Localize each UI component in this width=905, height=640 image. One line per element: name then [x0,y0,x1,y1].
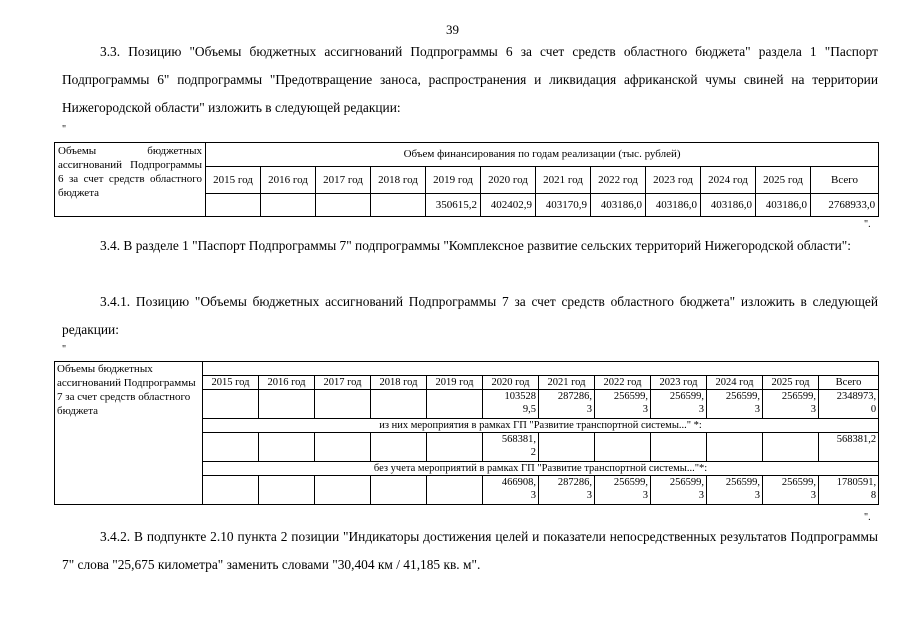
table2-sub1-cell-3 [371,433,427,462]
table2-row-label: Объемы бюджетных ассигнований Подпрограммы 7 за счет средств областного бюджета [55,362,203,505]
table2-sub2-cell-2 [315,476,371,505]
table2-year-cell-7: 2022 год [595,376,651,390]
budget-table-subprogram-6 [54,142,879,217]
table2-total-cell-5: 103528 9,5 [483,390,539,419]
table2-sub2-cell-9: 256599, 3 [707,476,763,505]
table2-sub2-cell-8: 256599, 3 [651,476,707,505]
table2-year-cell-1: 2016 год [259,376,315,390]
table2-sub1-cell-5: 568381, 2 [483,433,539,462]
paragraph-3-4-2: 3.4.2. В подпункте 2.10 пункта 2 позиции "Индикаторы достижения целей и показатели непосредственных результатов Подпрограммы 7" слова "25,675 километра" заменить словами "30,404 км / 41,185 кв. м". [62,529,878,572]
table2-sub1-cell-9 [707,433,763,462]
table2-year-cell-4: 2019 год [427,376,483,390]
table2-year-cell-9: 2024 год [707,376,763,390]
table1-year-cell-1: 2016 год [261,167,316,194]
open-quote-2: " [62,344,67,355]
table2-sub2-cell-3 [371,476,427,505]
table1-year-cell-9: 2024 год [701,167,756,194]
table1-value-cell-8: 403186,0 [646,194,701,217]
table1-year-cell-7: 2022 год [591,167,646,194]
table2-sub1-label: из них мероприятия в рамках ГП "Развитие транспортной системы..." *: [203,419,879,433]
table2-total-cell-6: 287286, 3 [539,390,595,419]
table2-total-cell-10: 256599, 3 [763,390,819,419]
table2-sub1-cell-6 [539,433,595,462]
table2-header-blank [203,362,879,376]
table1-value-cell-1 [261,194,316,217]
table1-year-cell-4: 2019 год [426,167,481,194]
budget-table-subprogram-7 [54,361,879,505]
table1-value-cell-9: 403186,0 [701,194,756,217]
paragraph-3-4-1: 3.4.1. Позицию "Объемы бюджетных ассигнований Подпрограммы 7 за счет средств областного бюджета" изложить в следующей редакции: [62,294,878,337]
table1-year-cell-3: 2018 год [371,167,426,194]
table2-total-cell-7: 256599, 3 [595,390,651,419]
table2-sub1-cell-0 [203,433,259,462]
table2-year-cell-11: Всего [819,376,879,390]
table1-value-cell-3 [371,194,426,217]
open-quote-1: " [62,124,67,135]
table2-total-cell-0 [203,390,259,419]
table2-sub2-cell-5: 466908, 3 [483,476,539,505]
table2-sub2-cell-11: 1780591, 8 [819,476,879,505]
table1-value-cell-11: 2768933,0 [811,194,879,217]
table1-year-cell-6: 2021 год [536,167,591,194]
table2-year-cell-5: 2020 год [483,376,539,390]
table2-total-cell-3 [371,390,427,419]
table1-year-cell-5: 2020 год [481,167,536,194]
table1-row-label: Объемы бюджетных ассигнований Подпрограммы 6 за счет средств областного бюджета [55,143,206,217]
table2-year-cell-6: 2021 год [539,376,595,390]
table1-value-cell-0 [206,194,261,217]
table1-header: Объем финансирования по годам реализации (тыс. рублей) [206,143,879,167]
table2-sub2-label: без учета мероприятий в рамках ГП "Развитие транспортной системы..."*: [203,462,879,476]
page-number: 39 [446,22,459,37]
table1-year-cell-8: 2023 год [646,167,701,194]
table2-year-cell-2: 2017 год [315,376,371,390]
table2-total-cell-11: 2348973, 0 [819,390,879,419]
table2-sub1-cell-1 [259,433,315,462]
table2-sub1-cell-7 [595,433,651,462]
table2-sub2-cell-4 [427,476,483,505]
table2-sub1-cell-2 [315,433,371,462]
table1-value-cell-4: 350615,2 [426,194,481,217]
table2-sub1-cell-11: 568381,2 [819,433,879,462]
table2-sub1-cell-4 [427,433,483,462]
paragraph-3-4: 3.4. В разделе 1 "Паспорт Подпрограммы 7" подпрограммы "Комплексное развитие сельских территорий Нижегородской области": [100,238,851,253]
table2-sub2-cell-1 [259,476,315,505]
table1-value-cell-2 [316,194,371,217]
table2-year-cell-0: 2015 год [203,376,259,390]
table1-year-cell-2: 2017 год [316,167,371,194]
close-quote-1: ". [864,219,871,230]
table1-year-cell-10: 2025 год [756,167,811,194]
table2-sub2-cell-10: 256599, 3 [763,476,819,505]
table2-sub2-cell-7: 256599, 3 [595,476,651,505]
table2-total-cell-1 [259,390,315,419]
table2-year-cell-10: 2025 год [763,376,819,390]
table2-total-cell-8: 256599, 3 [651,390,707,419]
table2-total-cell-2 [315,390,371,419]
table1-value-cell-5: 402402,9 [481,194,536,217]
table2-sub1-cell-8 [651,433,707,462]
table2-year-cell-3: 2018 год [371,376,427,390]
table2-year-cell-8: 2023 год [651,376,707,390]
table1-value-cell-7: 403186,0 [591,194,646,217]
table1-value-cell-10: 403186,0 [756,194,811,217]
paragraph-3-3: 3.3. Позицию "Объемы бюджетных ассигнований Подпрограммы 6 за счет средств областного бюджета" раздела 1 "Паспорт Подпрограммы 6" подпрограммы "Предотвращение заноса, распространения и ликвидация африканской чумы свиней на территории Нижегородской области" изложить в следующей редакции: [62,44,878,115]
table1-year-cell-11: Всего [811,167,879,194]
table2-sub2-cell-0 [203,476,259,505]
close-quote-2: ". [864,512,871,523]
table2-sub1-cell-10 [763,433,819,462]
table1-year-cell-0: 2015 год [206,167,261,194]
table1-value-cell-6: 403170,9 [536,194,591,217]
table2-total-cell-4 [427,390,483,419]
table2-sub2-cell-6: 287286, 3 [539,476,595,505]
table2-total-cell-9: 256599, 3 [707,390,763,419]
